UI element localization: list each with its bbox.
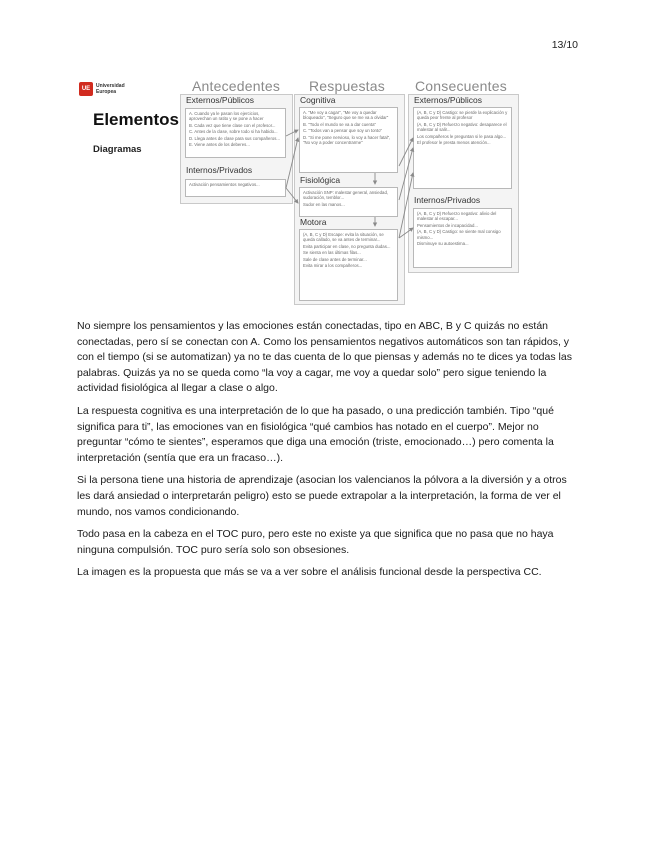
list-item: Pensamientos de incapacidad...: [417, 222, 478, 228]
list-item: (A, B, C y D) Escape: evita la situación, se queda callado, se va antes de terminar...: [303, 232, 384, 243]
column-header-respuestas: Respuestas: [309, 78, 385, 94]
paragraph-4: Todo pasa en la cabeza en el TOC puro, pero este no existe ya que significa que no pasa que no haya ninguna compulsión. TOC puro sería solo son obsesiones.: [77, 528, 554, 556]
list-item: El profesor le presta menos atención...: [417, 140, 491, 146]
document-body: [77, 319, 580, 588]
list-item: (A, B, C y D) Castigo: se pierde la explicación y queda peor frente al profesor: [417, 110, 508, 121]
paragraph-5: La imagen es la propuesta que más se va a ver sobre el análisis funcional desde la perspectiva CC.: [77, 566, 542, 579]
list-item: D. Llega antes de clase para sus compañeros...: [189, 135, 281, 141]
list-item: Evita participar en clase, no pregunta dudas...: [303, 243, 391, 249]
consecuentes-panel: [408, 94, 519, 273]
list-item: A. "Me voy a cagar", "Me voy a quedar bloqueado", "Seguro que se me va a olvidar": [303, 110, 389, 121]
paragraph-2: La respuesta cognitiva es una interpretación de lo que ha pasado, o una predicción también. Tipo “qué significa para ti”, las emociones van en fisiológica “qué cambios has notado en el cuerpo”. Mejor no preguntar “cómo te sientes”, esperamos que diga una emoción (triste, emocionado…) pero comenta la interpretación (sentía que era un fracaso…).: [77, 404, 554, 464]
list-item: (A, B, C y D) Castigo: se siente mal consigo mismo...: [417, 229, 501, 240]
page-number: 13/10: [551, 39, 578, 51]
column-header-antecedentes: Antecedentes: [192, 78, 281, 94]
list-item: E. Viene antes de los deberes...: [189, 142, 250, 148]
list-item: Sudor en las manos...: [303, 201, 345, 207]
list-item: (A, B, C y D) Refuerzo negativo: desaparece el malestar al salir...: [417, 121, 507, 133]
paragraph-3: Si la persona tiene una historia de aprendizaje (asocian los valencianos la pólvora a la diversión y a otros les dará ansiedad o interpretarán peligro) esto se puede extrapolar a la interpretación, la forma de ver el mundo, nos vamos condicionando.: [77, 474, 567, 518]
logo-line2: Europea: [96, 89, 117, 95]
antecedentes-internos-box: [185, 179, 286, 197]
respuestas-motora-box: [299, 229, 398, 301]
respuestas-cognitiva-title: Cognitiva: [300, 95, 336, 105]
consecuentes-internos-title: Internos/Privados: [414, 195, 481, 205]
list-item: Activación pensamientos negativos...: [189, 182, 260, 187]
column-header-consecuentes: Consecuentes: [415, 78, 507, 94]
paragraph-1: No siempre los pensamientos y las emociones están conectadas, tipo en ABC, B y C quizás no están conectadas, pero sí se conectan con A. Como los pensamientos negativos automáticos son tan rápidos, y con el tiempo (si se automatizan) ya no te das cuenta de lo que piensas y además no te dices ya todas las palabras. Quizás ya no se queda como “la voy a cagar, me voy a quedar solo” pero sigue teniendo la actividad fisiológica al llegar a clase o algo.: [77, 320, 572, 395]
consecuentes-externos-title: Externos/Públicos: [414, 95, 483, 105]
slide-title: Elementos: [93, 110, 179, 129]
list-item: Disminuye su autoestima...: [417, 241, 469, 247]
slide-image: [75, 78, 520, 306]
antecedentes-externos-list: [189, 111, 282, 147]
list-item: Los compañeros le preguntan si le pasa algo...: [417, 133, 507, 139]
list-item: C. "Todos van a pensar que soy un tonto": [303, 128, 383, 134]
logo-line1: Universidad: [96, 83, 125, 89]
list-item: B. Cada vez que tiene clase con el profesor...: [189, 122, 276, 128]
university-logo: [79, 82, 125, 96]
list-item: Evita mirar a los compañeros...: [303, 263, 363, 269]
respuestas-fisiologica-box: [299, 187, 398, 217]
respuestas-fisiologica-title: Fisiológica: [300, 175, 341, 185]
antecedentes-panel: [180, 94, 293, 204]
respuestas-motora-title: Motora: [300, 217, 327, 227]
list-item: Activación SNP: malestar general, ansiedad, sudoración, temblor...: [303, 190, 389, 201]
list-item: B. "Todo el mundo se va a dar cuenta": [303, 121, 377, 127]
list-item: C. Antes de la clase, sobre todo si ha habido...: [189, 129, 278, 135]
list-item: Sale de clase antes de terminar...: [303, 256, 367, 262]
list-item: Se sienta en las últimas filas...: [303, 250, 361, 256]
consecuentes-externos-box: [413, 107, 512, 189]
respuestas-cognitiva-box: [299, 107, 398, 173]
respuestas-panel: [294, 94, 405, 305]
antecedentes-externos-box: [185, 108, 286, 158]
consecuentes-internos-box: [413, 208, 512, 268]
logo-mark: UE: [79, 82, 93, 96]
list-item: (A, B, C y D) Refuerzo negativo: alivio del malestar al escapar...: [417, 211, 497, 222]
list-item: A. Cuando ya le pasan los ejercicios, aprovechan un ratito y se pone a hacer: [189, 111, 264, 122]
slide-subtitle: Diagramas: [93, 144, 142, 155]
antecedentes-internos-title: Internos/Privados: [186, 165, 253, 175]
list-item: D. "Si me pone nervioso, lo voy a hacer fatal", "No voy a poder concentrarme": [303, 134, 391, 146]
antecedentes-externos-title: Externos/Públicos: [186, 95, 255, 105]
